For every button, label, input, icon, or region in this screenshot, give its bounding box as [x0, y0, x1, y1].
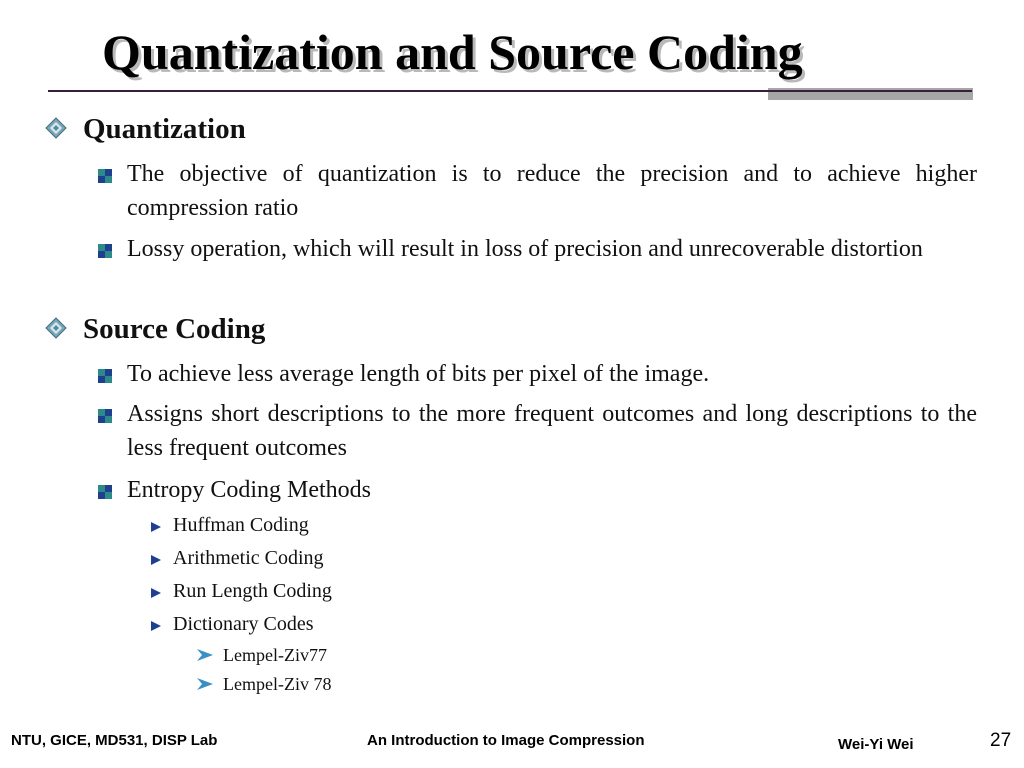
- diamond-bullet-icon: [45, 317, 67, 339]
- footer-course-title: An Introduction to Image Compression: [367, 732, 645, 749]
- arrow-bullet-icon: [196, 648, 214, 662]
- source-coding-descriptions-text: Assigns short descriptions to the more frequent outcomes and long descriptions to the less frequent outcomes: [127, 401, 977, 461]
- square-bullet-icon: [98, 169, 112, 183]
- square-bullet-icon: [98, 409, 112, 423]
- slide-title: Quantization and Source Coding: [102, 24, 803, 80]
- slide-number: 27: [990, 730, 1012, 751]
- source-coding-goal-text: To achieve less average length of bits per pixel of the image.: [127, 361, 710, 387]
- dictionary-code-lempel-ziv78: Lempel-Ziv 78: [223, 674, 332, 694]
- diamond-bullet-icon: [45, 117, 67, 139]
- triangle-bullet-icon: [150, 620, 162, 632]
- footer-author: Wei-Yi Wei: [838, 736, 914, 753]
- square-bullet-icon: [98, 244, 112, 258]
- triangle-bullet-icon: [150, 554, 162, 566]
- square-bullet-icon: [98, 369, 112, 383]
- method-dictionary-codes: Dictionary Codes: [173, 613, 314, 635]
- entropy-coding-methods-text: Entropy Coding Methods: [127, 477, 371, 503]
- quantization-objective-text: The objective of quantization is to reduce the precision and to achieve higher compression ratio: [127, 161, 977, 221]
- triangle-bullet-icon: [150, 587, 162, 599]
- arrow-bullet-icon: [196, 677, 214, 691]
- title-rule: [48, 90, 972, 92]
- method-run-length-coding: Run Length Coding: [173, 580, 332, 602]
- method-huffman-coding: Huffman Coding: [173, 514, 309, 536]
- dictionary-code-lempel-ziv77: Lempel-Ziv77: [223, 645, 327, 665]
- triangle-bullet-icon: [150, 521, 162, 533]
- square-bullet-icon: [98, 485, 112, 499]
- method-arithmetic-coding: Arithmetic Coding: [173, 547, 324, 569]
- section-heading-quantization: Quantization: [83, 113, 246, 145]
- section-heading-source-coding: Source Coding: [83, 313, 266, 345]
- footer-lab: NTU, GICE, MD531, DISP Lab: [11, 732, 218, 749]
- quantization-lossy-text: Lossy operation, which will result in loss of precision and unrecoverable distortion: [127, 236, 923, 262]
